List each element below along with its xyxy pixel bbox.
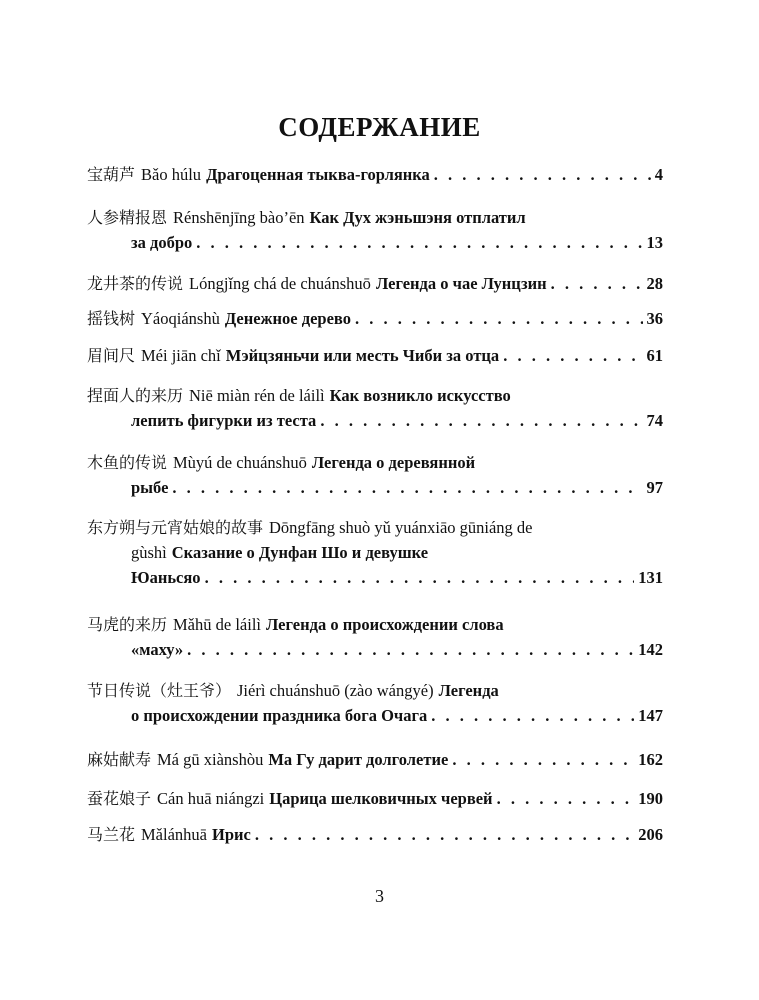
toc-entry[interactable] [87,786,663,811]
pinyin-title: Cán huā niángzi [157,789,265,808]
russian-title: Легенда о деревянной [311,453,476,472]
pinyin-title: Dōngfāng shuò yǔ yuánxiāo gūniáng de [269,518,533,537]
dot-leader [355,306,643,331]
russian-title-cont: о происхождении праздника бога Очага [131,706,428,725]
russian-title: Как возникло искусство [329,386,511,405]
dot-leader [196,230,642,255]
pinyin-title: Má gū xiànshòu [157,750,264,769]
page-ref: 28 [646,274,663,293]
page-ref: 162 [638,750,663,769]
chinese-title: 蚕花娘子 [87,789,152,808]
page-ref: 131 [638,568,663,587]
page-ref: 206 [638,825,663,844]
chinese-title: 龙井茶的传说 [87,274,184,293]
chinese-title: 宝葫芦 [87,165,136,184]
chinese-title: 东方朔与元宵姑娘的故事 [87,518,264,537]
russian-title: Денежное дерево [224,309,351,328]
dot-leader [172,475,642,500]
dot-leader [255,822,634,847]
chinese-title: 麻姑献寿 [87,750,152,769]
dot-leader [452,747,634,772]
russian-title: Сказание о Дунфан Шо и девушке [171,543,429,562]
russian-title: Ирис [212,825,251,844]
pinyin-title: Jiérì chuánshuō (zào wángyé) [237,681,434,700]
toc-entry[interactable] [87,383,663,433]
page-ref: 36 [646,309,663,328]
toc-entry[interactable] [87,822,663,847]
page-ref: 142 [638,640,663,659]
pinyin-title: Lóngjǐng chá de chuánshuō [189,274,371,293]
russian-title: Легенда о происхождении слова [266,615,504,634]
russian-title: Легенда о чае Лунцзин [375,274,547,293]
dot-leader [187,637,634,662]
page-ref: 190 [638,789,663,808]
russian-title: Мэйцзяньчи или месть Чиби за отца [225,346,500,365]
page-ref: 61 [646,346,663,365]
russian-title-cont: лепить фигурки из теста [131,411,317,430]
russian-title: Ма Гу дарит долголетие [268,750,449,769]
page-ref: 147 [638,706,663,725]
russian-title-cont: «маху» [131,640,184,659]
toc-entry[interactable] [87,678,663,728]
dot-leader [320,408,642,433]
dot-leader [497,786,635,811]
chinese-title: 摇钱树 [87,309,136,328]
dot-leader [205,565,635,590]
toc-entry[interactable] [87,612,663,662]
page-ref: 4 [654,165,663,184]
toc-entry[interactable] [87,450,663,500]
pinyin-title: Niē miàn rén de láilì [189,386,325,405]
page-title: СОДЕРЖАНИЕ [278,112,481,142]
pinyin-title: Rénshēnjīng bào’ēn [173,208,305,227]
pinyin-title-cont: gùshì [131,543,167,562]
toc-entry[interactable] [87,515,663,590]
dot-leader [551,271,643,296]
chinese-title: 节日传说（灶王爷） [87,681,232,700]
toc-entry[interactable] [87,747,663,772]
chinese-title: 捏面人的来历 [87,386,184,405]
chinese-title: 木鱼的传说 [87,453,168,472]
russian-title-cont: Юаньсяо [131,568,201,587]
pinyin-title: Mǎhū de láilì [173,615,261,634]
page-number: 3 [375,886,384,906]
toc-entry[interactable] [87,205,663,255]
russian-title: Драгоценная тыква-горлянка [206,165,430,184]
page-ref: 13 [646,233,663,252]
toc-entry[interactable] [87,306,663,331]
russian-title: Легенда [438,681,499,700]
chinese-title: 马虎的来历 [87,615,168,634]
page-ref: 74 [646,411,663,430]
russian-title-cont: рыбе [131,478,169,497]
page-ref: 97 [646,478,663,497]
dot-leader [503,343,642,368]
toc-entry[interactable] [87,271,663,296]
russian-title-cont: за добро [131,233,193,252]
chinese-title: 马兰花 [87,825,136,844]
toc-entry[interactable] [87,343,663,368]
dot-leader [431,703,634,728]
russian-title: Как Дух жэньшэня отплатил [309,208,526,227]
dot-leader [434,162,651,187]
russian-title: Царица шелковичных червей [269,789,493,808]
pinyin-title: Mùyú de chuánshuō [173,453,307,472]
chinese-title: 人参精报恩 [87,208,168,227]
toc-entry[interactable] [87,162,663,187]
pinyin-title: Bǎo húlu [141,165,202,184]
chinese-title: 眉间尺 [87,346,136,365]
pinyin-title: Yáoqiánshù [141,309,220,328]
pinyin-title: Méi jiān chǐ [141,346,221,365]
pinyin-title: Mǎlánhuā [141,825,207,844]
